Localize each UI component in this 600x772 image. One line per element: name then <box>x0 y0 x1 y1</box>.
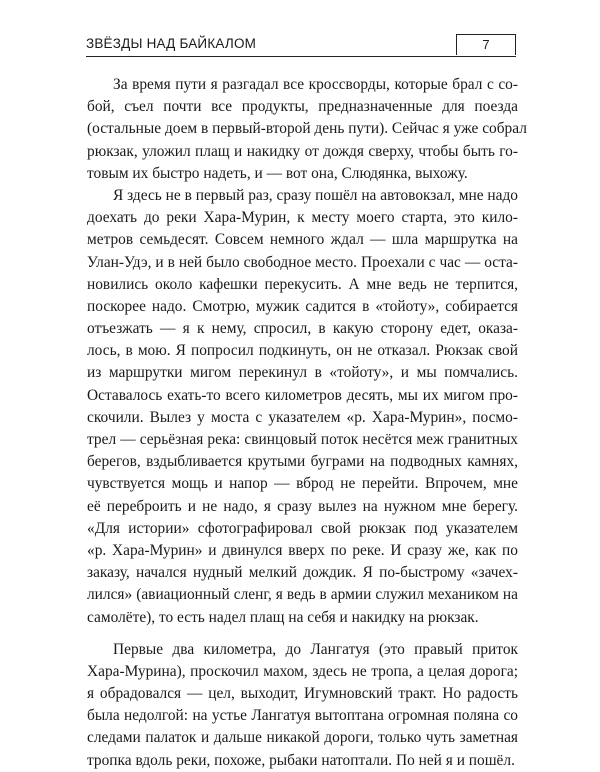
text-line: лось, в мою. Я попросил подкинуть, он не отказал. Рюкзак свой <box>87 342 518 360</box>
text-line: товым их быстро надеть, и — вот она, Слюдянка, выхожу. <box>87 164 468 182</box>
text-line: За время пути я разгадал все кроссворды, которые брал с со- <box>113 76 518 93</box>
text-line: Улан-Удэ, и в ней было свободное место. Проехали с час — оста- <box>87 253 518 271</box>
text-line: отъезжать — я к нему, спросил, в какую сторону едет, оказа- <box>87 320 518 338</box>
text-line: скочили. Вылез у моста с указателем «р. Хара-Мурин», посмо- <box>87 408 518 426</box>
page-number: 7 <box>456 34 516 55</box>
page-header <box>86 32 516 57</box>
text-line: заказу, начался нудный мелкий дождик. Я по-быстрому «зачех- <box>87 564 518 582</box>
text-line: Оставалось ехать-то всего километров десять, мы их мигом про- <box>87 386 518 404</box>
paragraph <box>87 639 518 772</box>
text-line: трел — серьёзная река: свинцовый поток несётся меж гранитных <box>87 431 518 448</box>
text-line: следами палаток и дальше никакой дороги, только чуть заметная <box>87 729 518 747</box>
text-line: Первые два километра, до Лангатуя (это правый приток <box>113 640 518 658</box>
running-title: ЗВЁЗДЫ НАД БАЙКАЛОМ <box>86 36 257 51</box>
text-line: самолёте), то есть надел плащ на себя и накидку на рюкзак. <box>87 608 479 626</box>
text-line: из маршрутки мигом перекинул в «тойоту», и мы помчались. <box>87 364 518 382</box>
text-line: лился» (авиационный сленг, я ведь в армии служил механиком на <box>87 586 518 604</box>
text-line: чувствуется мощь и напор — вброд не перейти. Впрочем, мне <box>87 475 518 493</box>
text-line: «Для истории» сфотографировал свой рюкзак под указателем <box>87 519 518 537</box>
text-line: Хара-Мурина), проскочил махом, здесь не тропа, а целая дорога; <box>87 662 518 680</box>
text-line: бой, съел почти все продукты, предназначенные для поезда <box>87 98 518 116</box>
paragraph <box>87 185 518 629</box>
text-line: была недолгой: на устье Лангатуя вытоптана огромная поляна со <box>87 707 518 725</box>
text-line: (остальные доем в первый-второй день пути). Сейчас я уже собрал <box>87 120 527 138</box>
text-line: я обрадовался — цел, выходит, Игумновский тракт. Но радость <box>87 685 518 703</box>
text-line: метров семьдесят. Совсем немного ждал — шла маршрутка на <box>87 231 518 249</box>
text-line: новились около кафешки перекусить. А мне ведь не терпится, <box>87 275 518 293</box>
text-line: доехать до реки Хара-Мурин, к месту моего старта, это кило- <box>87 209 518 227</box>
text-line: «р. Хара-Мурин» и двинулся вверх по реке. И сразу же, как по <box>87 541 518 559</box>
text-line: рюкзак, уложил плащ и накидку от дождя сверху, чтобы быть го- <box>87 142 518 160</box>
paragraph <box>87 74 527 185</box>
text-line: тропка вдоль реки, похоже, рыбаки натоптали. По ней я и пошёл. <box>87 751 515 769</box>
text-line: берегов, вздыбливается крутыми буграми на подводных камнях, <box>87 453 518 471</box>
text-line: поскорее надо. Смотрю, мужик садится в «тойоту», собирается <box>87 297 518 315</box>
text-line: Я здесь не в первый раз, сразу пошёл на автовокзал, мне надо <box>113 186 518 204</box>
body-text <box>87 74 527 772</box>
text-line: её переброить и не надо, я сразу вылез на нужном мне берегу. <box>87 497 518 515</box>
